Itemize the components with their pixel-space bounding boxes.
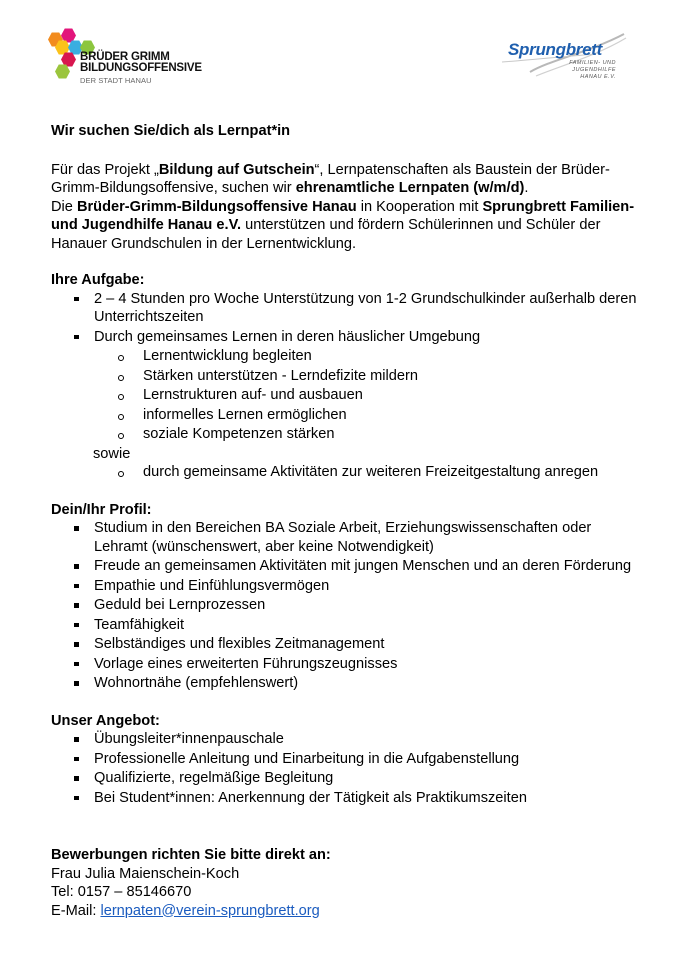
sub-list-item: Lernentwicklung begleiten	[51, 347, 641, 366]
list-item: Teamfähigkeit	[51, 616, 641, 635]
email-label: E-Mail:	[51, 902, 101, 919]
bruder-grimm-logo	[48, 28, 202, 85]
sowie-label: sowie	[93, 445, 131, 462]
contact-email-line	[51, 902, 641, 921]
list-item: Geduld bei Lernprozessen	[51, 596, 641, 615]
list-item: Freude an gemeinsamen Aktivitäten mit jungen Menschen und an deren Förderung	[51, 557, 641, 576]
list-item: Qualifizierte, regelmäßige Begleitung	[51, 769, 641, 788]
org-name: Brüder-Grimm-Bildungsoffensive Hanau	[76, 198, 357, 215]
document-body	[51, 122, 641, 920]
contact-name: Frau Julia Maienschein-Koch	[51, 865, 240, 882]
section-heading-profil: Dein/Ihr Profil:	[51, 501, 152, 518]
sub-list-item: Stärken unterstützen - Lerndefizite mildern	[51, 367, 641, 386]
sprungbrett-subtitle-1: FAMILIEN- UND JUGENDHILFE	[569, 60, 616, 73]
logo-line-3: DER STADT HANAU	[80, 76, 152, 85]
project-name: Bildung auf Gutschein	[158, 161, 315, 178]
role-highlight: ehrenamtliche Lernpaten (w/m/d)	[295, 180, 525, 196]
contact-heading: Bewerbungen richten Sie bitte direkt an:	[51, 847, 331, 863]
sub-list-item: soziale Kompetenzen stärken	[51, 425, 641, 444]
list-item: Durch gemeinsames Lernen in deren häuslicher Umgebung	[51, 328, 641, 347]
sprungbrett-title: Sprungbrett	[508, 40, 602, 59]
list-item: Empathie und Einfühlungsvermögen	[51, 577, 641, 596]
intro-text: .	[524, 180, 529, 196]
logo-line-2: BILDUNGSOFFENSIVE	[80, 62, 202, 74]
sowie-sublist	[51, 463, 641, 482]
email-link[interactable]: lernpaten@verein-sprungbrett.org	[100, 902, 320, 919]
profil-list	[51, 519, 641, 693]
list-item: Wohnortnähe (empfehlenswert)	[51, 674, 641, 693]
intro-text: in Kooperation mit	[356, 198, 483, 215]
list-item: Studium in den Bereichen BA Soziale Arbeit, Erziehungswissenschaften oder Lehramt (wünschenswert, aber keine Notwendigkeit)	[51, 519, 641, 556]
aufgabe-list	[51, 290, 641, 347]
partner-name: Sprungbrett Familien- und Jugendhilfe Hanau e.V.	[51, 198, 635, 233]
sprungbrett-subtitle-2: HANAU E.V.	[580, 74, 616, 80]
list-item: 2 – 4 Stunden pro Woche Unterstützung von 1-2 Grundschulkinder außerhalb deren Unterrichtszeiten	[51, 290, 641, 327]
logo-line-1: BRÜDER GRIMM	[80, 51, 170, 63]
sprungbrett-logo	[500, 30, 630, 80]
list-item: Professionelle Anleitung und Einarbeitung in die Aufgabenstellung	[51, 750, 641, 769]
list-item: Vorlage eines erweiterten Führungszeugnisses	[51, 655, 641, 674]
intro-text: Für das Projekt „	[51, 161, 159, 178]
sub-list-item: durch gemeinsame Aktivitäten zur weiteren Freizeitgestaltung anregen	[51, 463, 641, 482]
list-item: Selbständiges und flexibles Zeitmanagement	[51, 635, 641, 654]
intro-text: “, Lernpatenschaften als Baustein der Brüder-Grimm-Bildungsoffensive, suchen wir	[51, 161, 610, 196]
intro-text: Die	[51, 198, 77, 215]
list-item: Bei Student*innen: Anerkennung der Tätigkeit als Praktikumszeiten	[51, 789, 641, 808]
contact-phone: Tel: 0157 – 85146670	[51, 884, 192, 900]
aufgabe-sublist	[51, 347, 641, 444]
intro-text: unterstützen und fördern Schülerinnen und Schüler der Hanauer Grundschulen in der Lernentwicklung.	[51, 217, 601, 252]
list-item: Übungsleiter*innenpauschale	[51, 730, 641, 749]
sub-list-item: Lernstrukturen auf- und ausbauen	[51, 386, 641, 405]
section-heading-aufgabe: Ihre Aufgabe:	[51, 272, 145, 288]
intro-paragraph-1	[51, 161, 641, 198]
angebot-list	[51, 730, 641, 807]
headline: Wir suchen Sie/dich als Lernpat*in	[51, 123, 291, 139]
sprungbrett-subtitle	[540, 60, 616, 81]
intro-paragraph-2	[51, 198, 641, 254]
sub-list-item: informelles Lernen ermöglichen	[51, 406, 641, 425]
section-heading-angebot: Unser Angebot:	[51, 712, 160, 729]
